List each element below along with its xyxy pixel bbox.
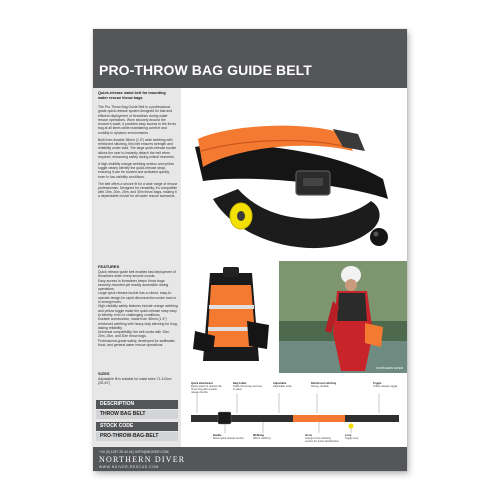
diagram-label-title: Hi-vis	[305, 434, 313, 437]
product-title: PRO-THROW BAG GUIDE BELT	[99, 62, 312, 78]
description-value: THROW BAG BELT	[96, 410, 178, 419]
product-sheet	[93, 29, 407, 471]
belt-diagram	[183, 379, 407, 445]
website-link[interactable]: WWW.NDIVER-RESCUE.COM	[99, 465, 159, 469]
diagram-label-text: 38mm webbing	[253, 437, 271, 440]
product-tagline: Quick-release waist belt for mounting water rescue throw bags	[98, 91, 166, 100]
description-text	[98, 105, 178, 201]
description-paragraph: Built from durable 38mm (1.5") wide webbing with reinforced stitching, this belt ensures strength and reliability under load. The large quick-release buckle allows the user to instantly detach the belt when required, enhancing safety during critical moments.	[98, 137, 177, 159]
diagram-label	[345, 434, 375, 440]
description-paragraph: The Pro-Throw Bag Guide Belt is a professional-grade quick-release system designed for fast and efficient deployment of throwlines during water rescue operations. Worn securely around the rescuer's waist, it provides easy access to the throw bag at all times while maintaining comfort and mobility in dynamic environments.	[98, 105, 176, 135]
feature-item: Professional-grade safety, developed for swiftwater, flood, and general water rescue operations.	[98, 338, 176, 348]
diagram-label-text: Easily attach & release the throw bag with a quick-release buckle	[191, 385, 222, 394]
features-list	[98, 270, 178, 347]
diagram-label-text: Toggle loop	[345, 437, 359, 440]
contact-line: +44 (0) 1257 25 44 44 | INFO@NDIVER.COM	[99, 450, 169, 454]
diagram-label-text: Orange hi-vis webbing section for quick identification	[305, 437, 339, 443]
feature-item: Large quick release buckle has a robust, easy-to-operate design for rapid disconnection under load or in emergencies.	[98, 291, 177, 305]
feature-item: Durable construction, made from 38mm (1.5") reinforced webbing with heavy duty stitching for long-lasting reliability.	[98, 317, 178, 330]
diagram-label	[305, 434, 339, 443]
sizes-heading: SIZES	[98, 371, 110, 376]
diagram-label-text: Metal quick-release buckle	[213, 437, 244, 440]
diagram-label-title: Quick attachment	[191, 382, 213, 385]
diagram-label	[213, 434, 245, 440]
diagram-label-text: Yellow release toggle	[373, 385, 398, 388]
stock-code-value: PRO-THROW-BAG-BELT	[96, 432, 178, 441]
product-photo-belt	[183, 89, 407, 255]
features-heading: FEATURES	[98, 264, 120, 269]
diagram-label-text: Holds throw bag securely in place	[233, 385, 263, 391]
product-photo-throwbag	[185, 261, 277, 373]
diagram-label-title: Loop	[345, 434, 352, 437]
product-photo-rescuer	[279, 261, 407, 373]
stock-code-label: STOCK CODE	[96, 422, 178, 431]
diagram-label-title: Adjustable	[273, 382, 287, 385]
diagram-label-text: Adjustable strap	[273, 385, 292, 388]
diagram-label-title: Reinforced stitching	[311, 382, 337, 385]
belt-illustration	[183, 89, 407, 255]
diagram-label-title: Buckle	[213, 434, 222, 437]
description-paragraph: A high-visibility orange webbing section and yellow toggle clearly identify the quick-release strap, ensuring it can be located and activated quickly, even in low-visibility conditions.	[98, 161, 174, 179]
diagram-label-title: Bag holder	[233, 382, 247, 385]
description-paragraph: The belt offers a secure fit for a wide range of rescue professionals. Designed for versatility, it's compatible with 15m, 20m, 25m, and 30m throw bags, making it a dependable choice for all water rescue scenarios.	[98, 181, 178, 199]
diagram-label-title: Toggle	[373, 382, 382, 385]
header-bar	[93, 29, 407, 88]
rescuer-illustration	[279, 261, 407, 373]
photo-credit: NORTHERN DIVER	[376, 366, 403, 370]
throwbag-illustration	[185, 261, 277, 373]
brand-logo: NORTHERN DIVER	[99, 455, 186, 464]
diagram-label-title: Webbing	[253, 434, 264, 437]
feature-item: High-visibility safety features include orange webbing and yellow toggle make the quick-release strap easy to identify, even in challenging conditions.	[98, 304, 178, 317]
feature-item: Easy access to throwlines keeps throw bags securely mounted yet readily accessible during operations.	[98, 278, 169, 292]
diagram-label-text: Strong, durable	[311, 385, 329, 388]
sizes-text: Adjustable fit is suitable for waist sizes 71-112cm (28-44")	[98, 377, 172, 386]
footer-bar	[93, 447, 407, 471]
feature-item: Quick release guide belt enables fast deployment of throwlines when every second counts.	[98, 270, 176, 279]
description-label: DESCRIPTION	[96, 400, 178, 409]
diagram-label	[253, 434, 283, 440]
feature-item: Universal compatibility, the belt works with 15m, 20m, 25m, and 30m throw bags.	[98, 330, 170, 339]
